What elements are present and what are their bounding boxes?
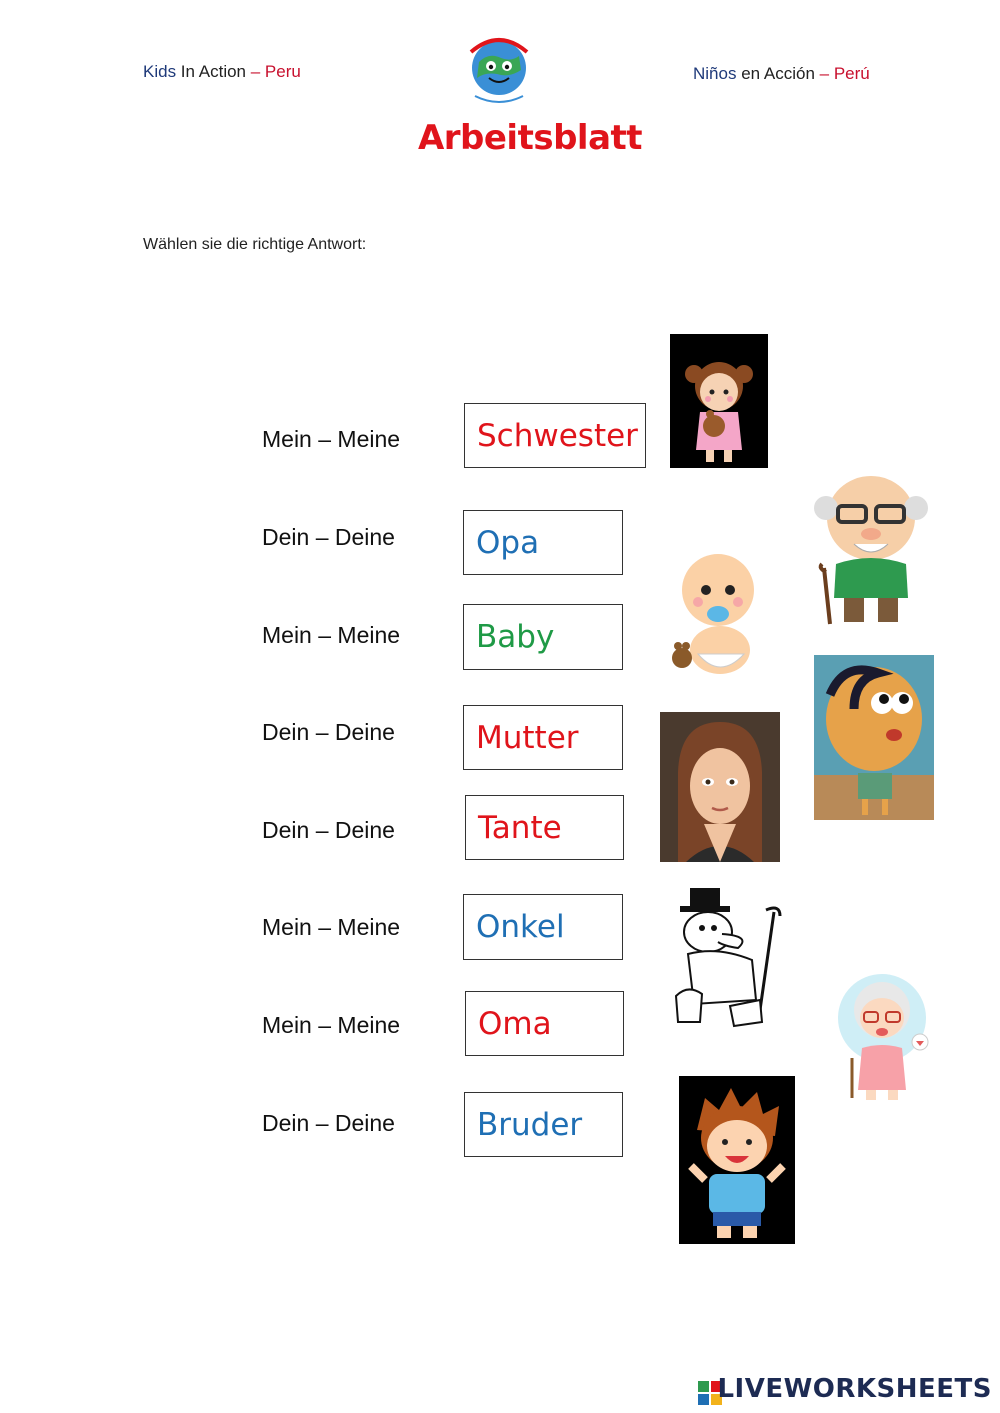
header-right-kids: Niños: [693, 64, 737, 83]
options-row-7[interactable]: Mein – Meine: [262, 1012, 401, 1038]
liveworksheets-brand[interactable]: LIVEWORKSHEETS: [717, 1374, 992, 1404]
options-row-1[interactable]: Mein – Meine: [262, 426, 401, 452]
grandma-picture: [830, 968, 940, 1104]
options-row-3[interactable]: Mein – Meine: [262, 622, 401, 648]
word-1: Schwester: [477, 417, 638, 454]
word-box-2: [463, 510, 623, 575]
sister-picture: [670, 334, 768, 468]
grandpa-picture: [808, 468, 934, 628]
word-8: Bruder: [477, 1106, 583, 1143]
word-box-4: [463, 705, 623, 770]
word-2: Opa: [476, 524, 540, 561]
word-box-8: [464, 1092, 623, 1157]
kids-in-action-logo: [455, 22, 543, 110]
word-box-5: [465, 795, 624, 860]
baby-picture: [664, 540, 768, 684]
options-row-4[interactable]: Dein – Deine: [262, 719, 395, 745]
word-box-1: [464, 403, 646, 468]
word-6: Onkel: [476, 909, 565, 945]
mother-picture: [660, 712, 780, 862]
options-row-5[interactable]: Dein – Deine: [262, 817, 395, 843]
word-3: Baby: [476, 619, 555, 655]
word-box-6: [463, 894, 623, 960]
header-right-in-action: en Acción: [736, 64, 815, 83]
brother-picture: [679, 1076, 795, 1244]
header-left-in-action: In Action: [176, 62, 247, 81]
header-left-kids: Kids: [143, 62, 177, 81]
word-box-3: [463, 604, 623, 670]
options-row-6[interactable]: Mein – Meine: [262, 914, 401, 940]
page-title: Arbeitsblatt: [417, 118, 643, 158]
header-right-country: – Perú: [814, 64, 870, 83]
header-left-country: – Peru: [246, 62, 301, 81]
options-row-2[interactable]: Dein – Deine: [262, 524, 395, 550]
aunt-picture: [814, 655, 934, 820]
instruction-text: Wählen sie die richtige Antwort:: [143, 236, 367, 253]
word-5: Tante: [478, 809, 562, 846]
header-right: [693, 64, 870, 84]
uncle-picture: [668, 882, 788, 1032]
word-4: Mutter: [476, 719, 579, 756]
header-left: [143, 62, 301, 82]
word-box-7: [465, 991, 624, 1056]
word-7: Oma: [478, 1005, 552, 1042]
options-row-8[interactable]: Dein – Deine: [262, 1110, 395, 1136]
